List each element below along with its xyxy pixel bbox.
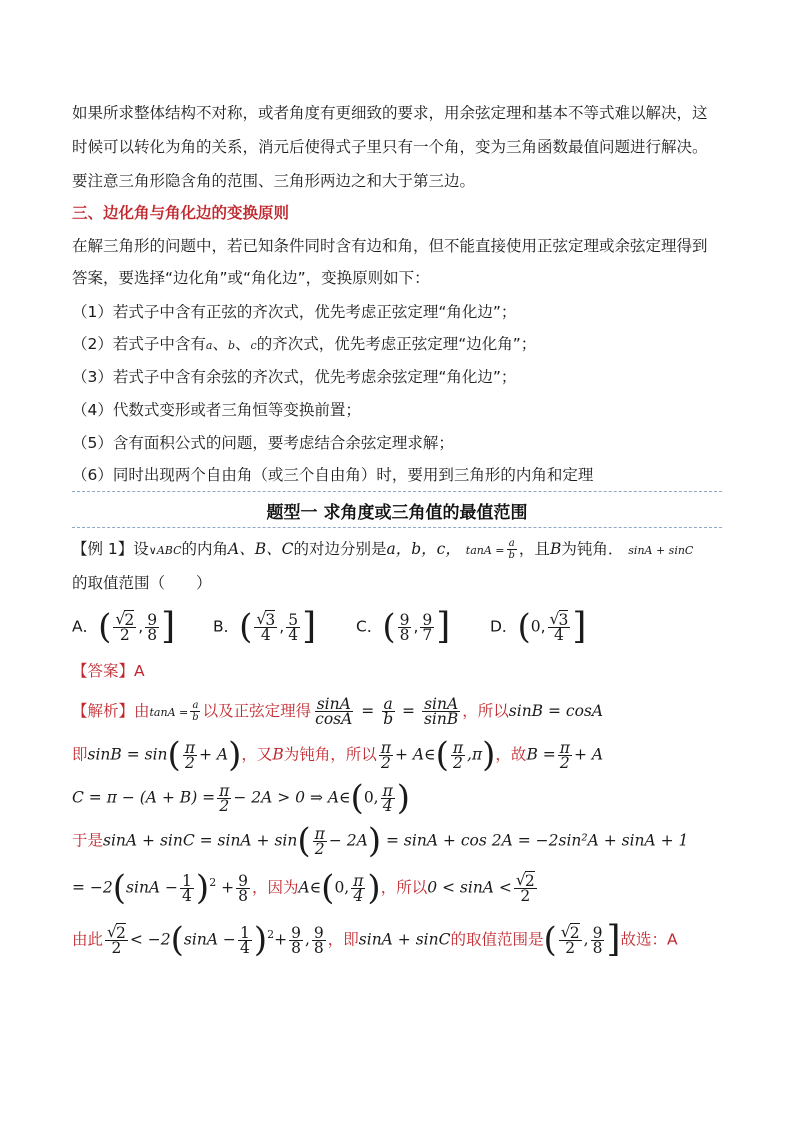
solution-line-2: 即sinB = sin( $\frac{\pi}{2}$ + A)，又B为钝角，所以 $\frac{\pi}{2}$ + A∈( $\frac{\pi}{2}$ ,π)，故B = $\frac{\pi}{2}$ + A [72,735,604,775]
rule-2-post: 的齐次式，优先考虑正弦定理“边化角”； [256,335,537,353]
close-bracket: ] [572,606,587,647]
sqrt-icon: √ 2 [115,613,134,627]
solution-line-5: = −2(sinA − $\frac{1}{4}$ )$^2$ + $\frac{9}{8}$ ，因为A∈(0, $\frac{\pi}{4}$ )，所以0 < sinA < √ $\frac{2}{2}$ [72,873,539,903]
example-label: 【例 1】设 [72,540,149,558]
divider-bottom [72,527,722,528]
angle-B: B [549,540,562,558]
sqrt-icon: √ 3 [256,613,275,627]
option-b[interactable]: B．( √ $\frac{3}{4}$ , $\frac{5}{4}$ ] [213,612,316,642]
intro-line-3: 要注意三角形隐含角的范围、三角形两边之和大于第三边。 [72,172,476,190]
tan-fraction [507,538,517,561]
fraction: √ $\frac{2}{2}$ [113,613,136,642]
option-a[interactable]: A．( √ $\frac{2}{2}$ , $\frac{9}{8}$ ] [72,612,175,642]
solution-text: ，所以 [380,878,428,897]
rule-5: （5）含有面积公式的问题，要考虑结合余弦定理求解； [72,434,454,452]
solution-text: 故选：A [620,930,678,949]
fraction: $\frac{9}{7}$ [422,610,433,644]
example-text: 的内角 [181,540,229,558]
example-line-2: 的取值范围（ ） [72,574,212,592]
triangle-symbol: ∨ABC [148,544,182,557]
open-paren: ( [239,607,253,647]
tan-num: a [508,538,515,549]
answer: 【答案】A [72,662,145,680]
close-bracket: ] [161,606,176,647]
solution-text: 即 [72,745,88,764]
section-heading: 三、边化角与角化边的变换原则 [72,204,290,222]
solution-text: 由此 [72,930,104,949]
close-bracket: ] [302,606,317,647]
sqrt-icon: √ 3 [550,613,569,627]
rule-1: （1）若式子中含有正弦的齐次式，优先考虑正弦定理“角化边”； [72,303,517,321]
example-text: 为钝角． [561,540,624,558]
rule-2 [72,334,536,356]
option-d[interactable]: D．(0, √ $\frac{3}{4}$ ] [490,612,586,642]
rule-3: （3）若式子中含有余弦的齐次式，优先考虑余弦定理“角化边”； [72,368,517,386]
solution-text: ，因为 [251,878,299,897]
solution-text: 以及正弦定理得 [202,702,312,720]
solution-text: 的取值范围是 [450,930,544,949]
rule-2-pre: （2）若式子中含有 [72,335,206,353]
sep: 、 [235,335,251,353]
fraction: $\frac{5}{4}$ [288,610,299,644]
tan-expr: tanA = [465,544,505,557]
zero: 0 [530,617,541,636]
solution-text: ，又 [241,745,273,764]
option-c[interactable]: C．( $\frac{9}{8}$ , $\frac{9}{7}$ ] [356,606,451,647]
angle-B: B [272,745,284,764]
rule-4: （4）代数式变形或者三角恒等变换前置； [72,401,361,419]
fraction: √ $\frac{3}{4}$ [548,613,571,642]
option-label: A． [72,617,99,636]
solution-text: ，故 [495,745,527,764]
fraction: $\frac{9}{8}$ [399,610,410,644]
option-label: D． [490,617,518,636]
option-label: C． [356,617,383,636]
type-title: 题型一 求角度或三角值的最值范围 [266,503,528,523]
close-bracket: ] [436,606,451,647]
intro-line-2: 时候可以转化为角的关系，消元后使得式子里只有一个角，变为三角函数最值问题进行解决。 [72,138,708,156]
sep: 、 [212,335,228,353]
example-text: ，且 [518,540,550,558]
example-text: 的对边分别是 [293,540,387,558]
solution-line-4: 于是sinA + sinC = sinA + sin( $\frac{\pi}{2}$ − 2A) = sinA + cos 2A = −2sin²A + sinA + 1 [72,821,689,861]
option-label: B． [213,617,240,636]
divider-top [72,491,722,492]
solution-text: ，即 [327,930,359,949]
angles: A、B、C [228,540,294,558]
solution-line-3: C = π − (A + B) = $\frac{\pi}{2}$ − 2A > 0 ⇒ A∈(0, $\frac{\pi}{4}$ ) [72,778,411,818]
equation: sinB = cosA [508,702,604,720]
solution-text: ，所以 [462,702,509,720]
section-paragraph-2: 答案，要选择“边化角”或“角化边”，变换原则如下： [72,269,430,287]
var-a: a [205,339,213,352]
tan-den: b [508,550,515,561]
fraction: √ $\frac{3}{4}$ [254,613,277,642]
open-paren: ( [98,607,112,647]
solution-line-1: 【解析】由tanA = $\frac{a}{b}$ 以及正弦定理得 $\frac{\sin A}{\cos A}$ = $\frac{a}{b}$ = $\frac{\sin A}{\sin B}$ ，所以sinB = cosA [72,695,604,728]
var-b: b [227,339,235,352]
example-line-1 [72,538,693,561]
solution-text: 为钝角，所以 [283,745,377,764]
var-c: c [250,339,257,352]
open-paren: ( [517,607,531,647]
intro-line-1: 如果所求整体结构不对称，或者角度有更细致的要求，用余弦定理和基本不等式难以解决，这 [72,104,708,122]
sides: a，b，c， [386,540,461,558]
solution-label: 【解析】由 [72,702,150,720]
target-expr: sinA + sinC [628,544,694,557]
open-paren: ( [382,607,396,647]
solution-line-6: 由此 √ $\frac{2}{2}$ < −2(sinA − $\frac{1}{4}$ )$^2$+ $\frac{9}{8}$ , $\frac{9}{8}$ ，即sinA + sinC的取值范围是( √ $\frac{2}{2}$ , $\frac{9}{8}$ ]故选：A [72,925,678,955]
fraction: $\frac{9}{8}$ [147,610,158,644]
section-paragraph-1: 在解三角形的问题中，若已知条件同时含有边和角，但不能直接使用正弦定理或余弦定理得到 [72,237,708,255]
rule-6: （6）同时出现两个自由角（或三个自由角）时，要用到三角形的内角和定理 [72,466,594,484]
solution-text: 于是 [72,831,104,850]
